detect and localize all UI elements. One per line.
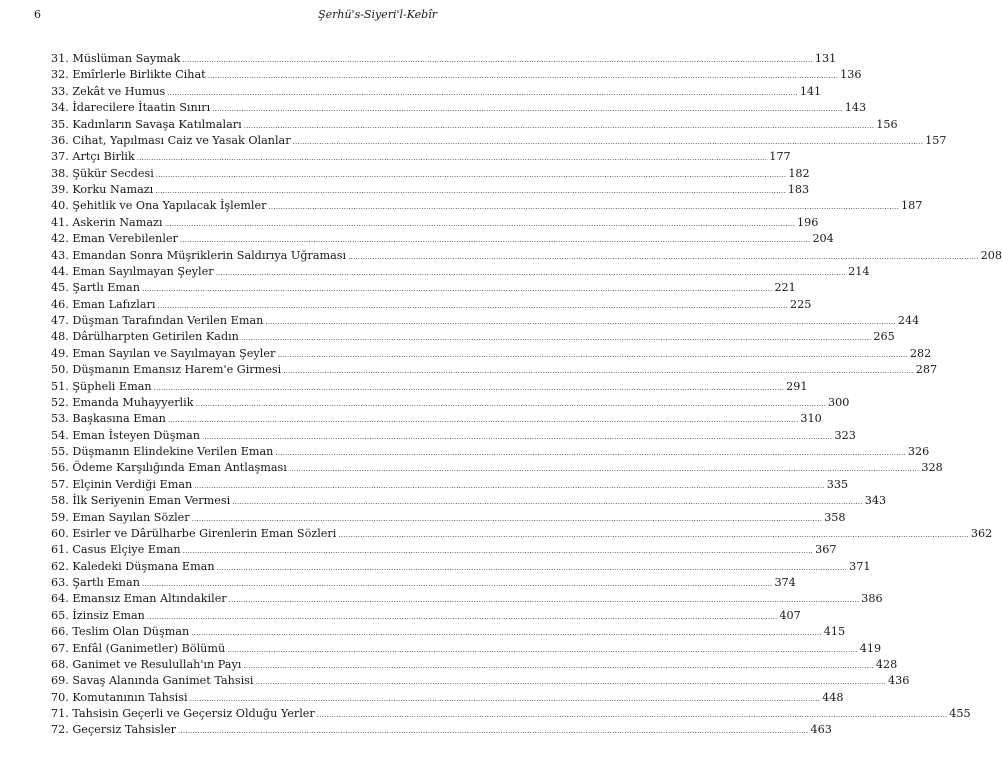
toc-entry-title [51,149,135,165]
toc-entry-page: 287 [915,363,938,377]
toc-entry-page: 208 [980,248,1002,262]
dot-leader: .................................................................................................................................................................................................................................................................... [243,661,874,670]
toc-entry [51,542,837,558]
toc-entry-number: 37. [51,150,69,164]
toc-entry [51,248,1002,264]
toc-entry-number: 63. [51,576,69,589]
toc-entry-text: Eman Sayılan Sözler [72,510,190,524]
dot-leader: .................................................................................................................................................................................................................................................................... [153,383,785,392]
toc-entry-number: 38. [51,166,69,180]
toc-entry-number: 52. [51,395,69,409]
toc-entry-page: 182 [788,166,810,180]
toc-entry-text: Dârülharpten Getirilen Kadın [72,330,239,344]
toc-entry-title [51,460,287,476]
toc-entry-page: 415 [823,625,846,639]
toc-entry [51,166,810,182]
toc-entry-title [51,575,140,591]
toc-entry-page: 204 [812,232,834,246]
toc-entry-title [51,526,336,542]
toc-entry-text: Müslüman Saymak [72,52,181,65]
toc-entry-page: 362 [970,526,993,540]
toc-entry-text: Eman Sayılan ve Sayılmayan Şeyler [72,346,276,360]
dot-leader: .................................................................................................................................................................................................................................................................... [141,285,773,294]
toc-entry-text: İlk Seriyenin Eman Vermesi [72,494,231,508]
toc-entry-page: 282 [909,346,932,360]
toc-entry-page: 371 [849,559,871,573]
toc-entry-page: 358 [824,510,846,524]
toc-entry-title [51,215,162,231]
toc-entry [51,493,887,509]
toc-entry [51,280,796,296]
toc-entry-number: 49. [51,346,69,360]
toc-entry-number: 42. [51,232,69,246]
toc-entry-text: Savaş Alanında Ganimet Tahsisi [72,674,254,688]
toc-entry-page: 221 [774,281,796,295]
toc-entry-title [51,313,263,329]
toc-entry-number: 53. [51,412,69,426]
toc-entry-page: 335 [826,477,849,491]
dot-leader: .................................................................................................................................................................................................................................................................... [275,449,906,457]
dot-leader: .................................................................................................................................................................................................................................................................... [207,72,839,81]
toc-entry-page: 386 [861,592,883,606]
toc-entry-number: 70. [51,690,69,704]
toc-entry-number: 34. [51,101,69,115]
toc-entry-title [51,362,281,378]
toc-entry-number: 61. [51,543,69,557]
toc-entry-title [51,411,166,427]
dot-leader: .................................................................................................................................................................................................................................................................... [146,612,778,621]
toc-entry [51,346,932,362]
toc-entry-title [51,706,315,722]
toc-entry-title [51,542,181,558]
dot-leader: .................................................................................................................................................................................................................................................................... [167,416,799,425]
toc-entry-page: 328 [921,461,943,475]
toc-entry-title [51,722,176,738]
toc-entry [51,379,808,395]
toc-entry [51,198,923,214]
toc-entry-text: Tahsisin Geçerli ve Geçersiz Olduğu Yerler [72,707,315,720]
toc-entry-number: 60. [51,526,69,540]
toc-entry-number: 64. [51,592,69,606]
toc-entry-title [51,51,180,67]
toc-entry-text: İdarecilere İtaatin Sınırı [72,101,211,115]
toc-entry [51,117,898,133]
toc-entry-page: 428 [875,657,898,671]
toc-entry [51,591,883,607]
toc-entry-page: 455 [949,707,971,720]
toc-entry-text: Eman Verebilenler [72,232,178,246]
toc-entry [51,608,801,624]
toc-entry-number: 32. [51,68,69,82]
dot-leader: .................................................................................................................................................................................................................................................................... [292,137,924,146]
dot-leader: .................................................................................................................................................................................................................................................................... [141,580,773,588]
toc-entry-page: 244 [897,314,920,327]
toc-entry-text: Zekât ve Humus [72,84,166,98]
toc-entry [51,510,846,526]
dot-leader: .................................................................................................................................................................................................................................................................... [348,252,979,261]
toc-entry-page: 177 [769,150,791,164]
toc-entry [51,51,837,67]
toc-entry-page: 157 [925,133,947,147]
toc-entry [51,706,971,722]
dot-leader: .................................................................................................................................................................................................................................................................... [195,399,827,408]
toc-entry [51,460,943,476]
toc-entry-title [51,231,178,247]
toc-entry-title [51,673,253,689]
toc-entry-title [51,297,155,313]
toc-entry-text: Şükür Secdesi [72,166,154,180]
toc-entry-page: 291 [786,379,808,393]
dot-leader: .................................................................................................................................................................................................................................................................... [155,187,786,195]
toc-entry-title [51,198,266,214]
toc-entry [51,559,871,575]
dot-leader: .................................................................................................................................................................................................................................................................... [157,301,788,310]
toc-entry-text: Şartlı Eman [72,576,140,589]
toc-entry-page: 136 [840,68,862,82]
toc-entry-number: 45. [51,281,69,295]
toc-entry-text: Şartlı Eman [72,281,140,295]
toc-entry-number: 59. [51,510,69,524]
dot-leader: .................................................................................................................................................................................................................................................................... [227,645,858,654]
toc-entry-page: 419 [859,641,882,655]
toc-entry-number: 68. [51,657,69,671]
toc-entry [51,395,850,411]
toc-entry-text: Enfâl (Ganimetler) Bölümü [72,641,226,655]
toc-entry-text: Teslim Olan Düşman [72,625,190,639]
toc-entry [51,182,810,198]
toc-entry-page: 326 [907,445,930,458]
dot-leader: .................................................................................................................................................................................................................................................................... [191,629,822,638]
toc-entry-page: 225 [789,297,812,311]
toc-entry-title [51,84,165,100]
toc-entry-text: Emansız Eman Altındakiler [72,592,227,606]
toc-entry-title [51,117,242,133]
toc-entry-title [51,133,291,149]
toc-entry [51,428,856,444]
dot-leader: .................................................................................................................................................................................................................................................................... [215,268,847,277]
toc-entry-number: 35. [51,117,69,131]
toc-entry-number: 67. [51,641,69,655]
toc-entry-text: Askerin Namazı [72,215,163,229]
toc-entry-text: Cihat, Yapılması Caiz ve Yasak Olanlar [72,133,291,147]
toc-entry-number: 69. [51,674,69,688]
toc-entry [51,657,898,673]
toc-entry-title [51,657,241,673]
toc-entry-title [51,559,215,575]
toc-entry [51,624,846,640]
toc-entry-page: 143 [844,101,867,115]
toc-entry-text: Eman Sayılmayan Şeyler [72,264,214,278]
toc-entry-number: 58. [51,494,69,508]
toc-entry [51,100,867,116]
toc-entry-text: Emîrlerle Birlikte Cihat [72,68,206,82]
dot-leader: .................................................................................................................................................................................................................................................................... [255,678,886,687]
toc-entry-number: 46. [51,297,69,311]
toc-entry-number: 39. [51,183,69,196]
toc-entry-page: 131 [814,52,837,65]
dot-leader: .................................................................................................................................................................................................................................................................... [240,334,872,343]
toc-entry-page: 323 [834,428,856,442]
dot-leader: .................................................................................................................................................................................................................................................................... [136,154,768,163]
table-of-contents [51,51,1002,739]
toc-entry-page: 407 [779,608,801,622]
toc-entry-text: Şehitlik ve Ona Yapılacak İşlemler [72,199,267,213]
toc-entry [51,329,895,345]
toc-entry-title [51,329,239,345]
dot-leader: .................................................................................................................................................................................................................................................................... [194,481,825,490]
toc-entry-number: 65. [51,608,69,622]
dot-leader: .................................................................................................................................................................................................................................................................... [179,236,811,245]
toc-entry-page: 156 [876,117,898,131]
toc-entry-number: 44. [51,264,69,278]
toc-entry [51,362,938,378]
toc-entry-text: Geçersiz Tahsisler [72,723,176,737]
dot-leader: .................................................................................................................................................................................................................................................................... [167,88,798,97]
running-title: Şerhü's-Siyeri'l-Kebîr [318,8,437,21]
toc-entry-text: Komutanının Tahsisi [72,690,188,704]
toc-entry-title [51,280,140,296]
toc-entry-title [51,690,188,706]
toc-entry [51,67,862,83]
toc-entry-text: Eman İsteyen Düşman [72,428,200,442]
toc-entry-number: 54. [51,428,69,442]
toc-entry-number: 72. [51,723,69,737]
toc-entry-text: Elçinin Verdiği Eman [72,477,193,491]
toc-entry-text: Başkasına Eman [72,412,166,426]
toc-entry-number: 57. [51,477,69,491]
toc-entry-number: 48. [51,330,69,344]
dot-leader: .................................................................................................................................................................................................................................................................... [182,56,813,64]
toc-entry-title [51,510,190,526]
toc-entry [51,477,849,493]
dot-leader: .................................................................................................................................................................................................................................................................... [212,105,843,114]
toc-entry-title [51,379,152,395]
toc-entry [51,84,822,100]
toc-entry-text: Emanda Muhayyerlik [72,395,194,409]
toc-entry-page: 367 [815,543,837,557]
toc-entry-text: Düşman Tarafından Verilen Eman [72,314,264,327]
toc-entry-page: 183 [787,183,810,196]
toc-entry [51,690,844,706]
toc-entry-page: 300 [828,395,850,409]
toc-entry [51,526,993,542]
toc-entry-title [51,248,346,264]
toc-entry-page: 214 [848,264,870,278]
toc-entry-text: Kaledeki Düşmana Eman [72,559,215,573]
toc-entry [51,444,930,460]
toc-entry-title [51,608,145,624]
toc-entry-title [51,641,225,657]
toc-entry-text: Eman Lafızları [72,297,156,311]
toc-entry-text: İzinsiz Eman [72,608,145,622]
toc-entry [51,133,947,149]
dot-leader: .................................................................................................................................................................................................................................................................... [277,350,908,359]
toc-entry [51,231,834,247]
dot-leader: .................................................................................................................................................................................................................................................................... [164,219,796,228]
toc-entry-text: Artçı Birlik [72,150,135,164]
toc-entry-text: Düşmanın Emansız Harem'e Girmesi [72,363,282,377]
toc-entry-title [51,264,214,280]
toc-entry [51,673,910,689]
toc-entry-page: 265 [873,330,895,344]
toc-entry [51,575,796,591]
toc-entry-page: 187 [901,199,923,213]
toc-entry-page: 448 [822,690,844,704]
toc-entry-text: Korku Namazı [72,183,154,196]
dot-leader: .................................................................................................................................................................................................................................................................... [288,465,920,474]
toc-entry [51,215,819,231]
toc-entry-page: 463 [810,723,832,737]
toc-entry [51,313,920,329]
toc-entry-title [51,346,275,362]
toc-entry-number: 62. [51,559,69,573]
dot-leader: .................................................................................................................................................................................................................................................................... [283,367,914,376]
dot-leader: .................................................................................................................................................................................................................................................................... [201,432,833,441]
toc-entry-text: Ödeme Karşılığında Eman Antlaşması [72,461,287,475]
dot-leader: .................................................................................................................................................................................................................................................................... [228,596,860,605]
toc-entry-number: 50. [51,363,69,377]
toc-entry-title [51,624,189,640]
toc-entry-title [51,477,192,493]
toc-entry-number: 55. [51,445,69,458]
toc-entry-title [51,395,193,411]
toc-entry-page: 374 [774,576,796,589]
dot-leader: .................................................................................................................................................................................................................................................................... [155,170,787,179]
dot-leader: .................................................................................................................................................................................................................................................................... [178,727,809,736]
toc-entry-number: 33. [51,84,69,98]
toc-entry-title [51,67,206,83]
toc-entry-number: 47. [51,314,69,327]
toc-entry-text: Emandan Sonra Müşriklerin Saldırıya Uğraması [72,248,347,262]
toc-entry-number: 51. [51,379,69,393]
toc-entry-title [51,166,154,182]
toc-entry-number: 66. [51,625,69,639]
toc-entry-title [51,444,273,460]
toc-entry-text: Kadınların Savaşa Katılmaları [72,117,242,131]
dot-leader: .................................................................................................................................................................................................................................................................... [189,694,821,703]
dot-leader: .................................................................................................................................................................................................................................................................... [216,563,848,572]
toc-entry-number: 36. [51,133,69,147]
toc-entry [51,297,812,313]
page-header [34,8,437,24]
dot-leader: .................................................................................................................................................................................................................................................................... [182,547,814,556]
toc-entry-text: Casus Elçiye Eman [72,543,181,557]
toc-entry-page: 196 [797,215,819,229]
toc-entry-number: 71. [51,707,69,720]
toc-entry [51,149,791,165]
toc-entry-number: 43. [51,248,69,262]
toc-entry [51,722,832,738]
dot-leader: .................................................................................................................................................................................................................................................................... [232,498,863,507]
toc-entry-title [51,591,227,607]
page-number: 6 [34,8,41,21]
toc-entry-text: Şüpheli Eman [72,379,152,393]
toc-entry-title [51,493,230,509]
dot-leader: .................................................................................................................................................................................................................................................................... [191,514,823,523]
toc-entry-number: 56. [51,461,69,475]
toc-entry-page: 436 [888,674,910,688]
toc-entry-text: Düşmanın Elindekine Verilen Eman [72,445,274,458]
toc-entry-number: 41. [51,215,69,229]
toc-entry-text: Esirler ve Dârülharbe Girenlerin Eman Sözleri [72,526,337,540]
toc-entry-title [51,182,153,198]
toc-entry [51,411,822,427]
toc-entry-text: Ganimet ve Resulullah'ın Payı [72,657,242,671]
dot-leader: .................................................................................................................................................................................................................................................................... [265,318,896,326]
dot-leader: .................................................................................................................................................................................................................................................................... [338,530,969,539]
dot-leader: .................................................................................................................................................................................................................................................................... [268,203,900,212]
dot-leader: .................................................................................................................................................................................................................................................................... [243,121,875,130]
toc-entry [51,641,882,657]
toc-entry-title [51,428,200,444]
dot-leader: .................................................................................................................................................................................................................................................................... [316,711,948,719]
toc-entry-page: 310 [800,412,822,426]
toc-entry-number: 31. [51,52,69,65]
toc-entry-title [51,100,210,116]
toc-entry-page: 343 [864,494,887,508]
toc-entry-number: 40. [51,199,69,213]
toc-entry [51,264,870,280]
toc-entry-page: 141 [799,84,822,98]
